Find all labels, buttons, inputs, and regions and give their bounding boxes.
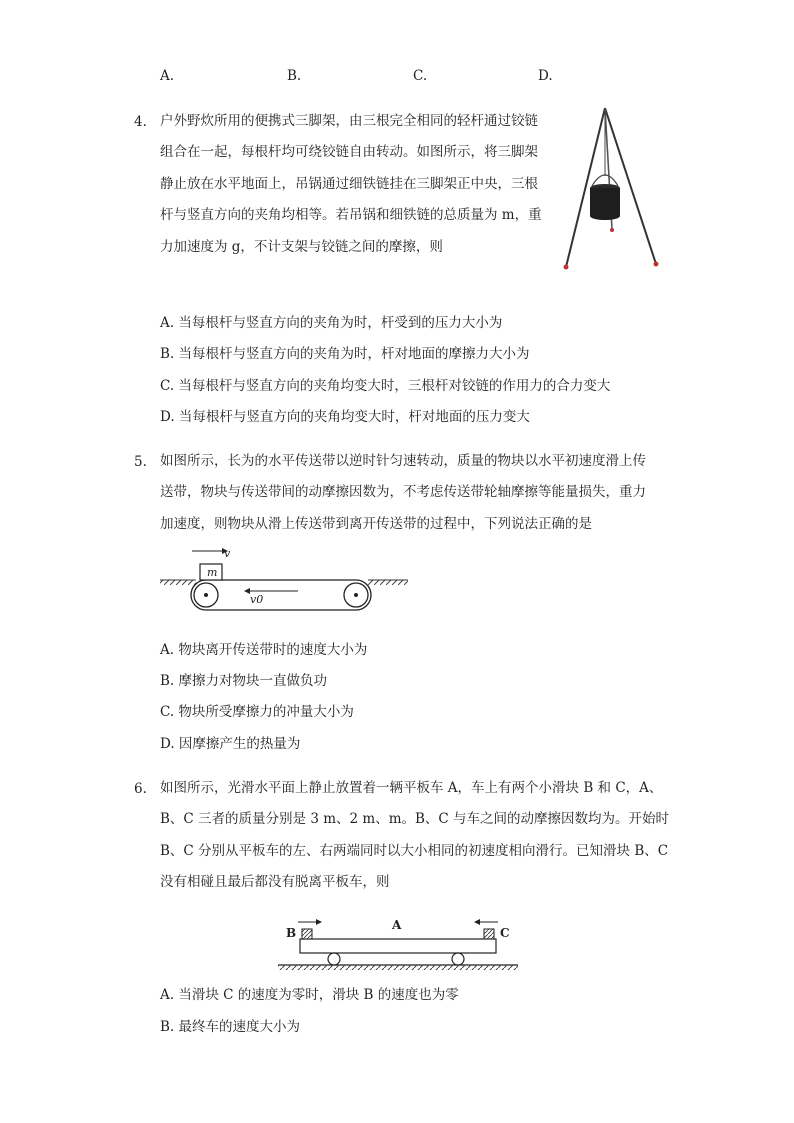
option-a: A. 当滑块 C 的速度为零时，滑块 B 的速度也为零 (160, 987, 459, 1003)
belt-velocity-label: v0 (250, 593, 264, 606)
option-b: B. 摩擦力对物块一直做负功 (160, 673, 328, 689)
option-d: D. 因摩擦产生的热量为 (160, 736, 301, 752)
option-c: C. 物块所受摩擦力的冲量大小为 (160, 704, 354, 720)
question-text-line: 静止放在水平地面上，吊锅通过细铁链挂在三脚架正中央，三根 (160, 176, 538, 192)
question-number: 6. (134, 781, 147, 797)
option-b: B. 当每根杆与竖直方向的夹角为时，杆对地面的摩擦力大小为 (160, 346, 530, 362)
question-text-line: 如图所示，光滑水平面上静止放置着一辆平板车 A，车上有两个小滑块 B 和 C，A、 (160, 780, 663, 796)
question-text-line: 没有相碰且最后都没有脱离平板车，则 (160, 874, 390, 890)
option-a: A. 物块离开传送带时的速度大小为 (160, 642, 368, 658)
option-d: D. 当每根杆与竖直方向的夹角均变大时，杆对地面的压力变大 (160, 409, 530, 425)
question-text-line: 加速度，则物块从滑上传送带到离开传送带的过程中，下列说法正确的是 (160, 516, 592, 532)
question-text-line: 送带，物块与传送带间的动摩擦因数为，不考虑传送带轮轴摩擦等能量损失，重力 (160, 484, 646, 500)
question-number: 5. (134, 454, 147, 470)
label-c: C (500, 926, 510, 940)
top-option-c: C. (413, 68, 428, 84)
option-c: C. 当每根杆与竖直方向的夹角均变大时，三根杆对铰链的作用力的合力变大 (160, 378, 611, 394)
option-a: A. 当每根杆与竖直方向的夹角为时，杆受到的压力大小为 (160, 315, 503, 331)
label-a: A (392, 918, 402, 932)
cart-figure (276, 914, 520, 974)
block-label: m (207, 566, 218, 579)
top-option-b: B. (287, 68, 302, 84)
question-text-line: 组合在一起，每根杆均可绕铰链自由转动。如图所示，将三脚架 (160, 144, 538, 160)
question-text-line: 力加速度为 g，不计支架与铰链之间的摩擦，则 (160, 239, 443, 255)
question-text-line: B、C 三者的质量分别是 3 m、2 m、m。B、C 与车之间的动摩擦因数均为。开始时 (160, 811, 670, 827)
question-text-line: 杆与竖直方向的夹角均相等。若吊锅和细铁链的总质量为 m，重 (160, 207, 542, 223)
question-text-line: B、C 分别从平板车的左、右两端同时以大小相同的初速度相向滑行。已知滑块 B、C (160, 843, 669, 859)
top-option-d: D. (538, 68, 553, 84)
conveyor-belt-figure (158, 543, 410, 615)
tripod-figure (560, 104, 664, 272)
top-option-a: A. (160, 68, 175, 84)
question-text-line: 如图所示，长为的水平传送带以逆时针匀速转动，质量的物块以水平初速度滑上传 (160, 453, 646, 469)
label-b: B (286, 926, 297, 940)
option-b: B. 最终车的速度大小为 (160, 1019, 301, 1035)
question-text-line: 户外野炊所用的便携式三脚架，由三根完全相同的轻杆通过铰链 (160, 113, 538, 129)
velocity-label: v (224, 547, 231, 560)
question-number: 4. (134, 114, 147, 130)
